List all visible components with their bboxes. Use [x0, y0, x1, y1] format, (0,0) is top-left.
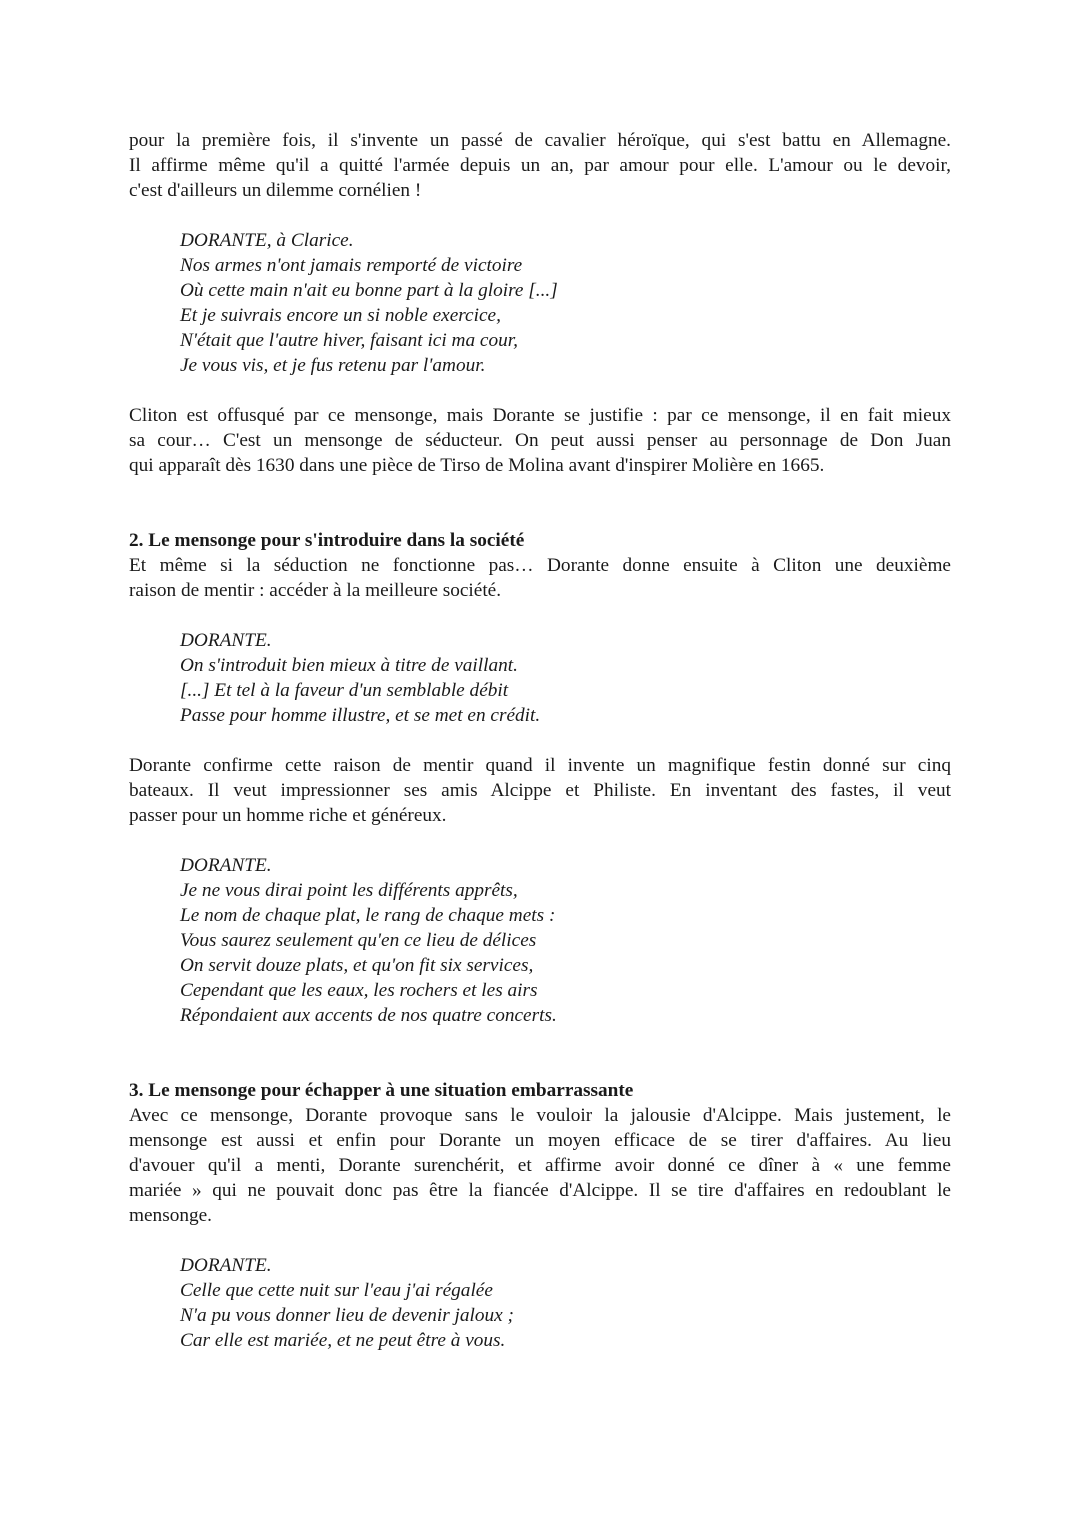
section-heading: 2. Le mensonge pour s'introduire dans la société — [129, 530, 525, 551]
verse-line: Passe pour homme illustre, et se met en crédit. — [180, 705, 541, 726]
verse-quote — [129, 228, 951, 378]
verse-quote — [129, 853, 951, 1028]
document-body — [129, 128, 951, 1353]
paragraph — [129, 403, 951, 478]
speaker-line: DORANTE, à Clarice. — [180, 230, 354, 251]
text-line: passer pour un homme riche et généreux. — [129, 805, 447, 826]
text-line: sa cour… C'est un mensonge de séducteur. On peut aussi penser au personnage de Don Juan — [129, 430, 951, 451]
verse-line: Et je suivrais encore un si noble exercice, — [180, 305, 501, 326]
text-line: raison de mentir : accéder à la meilleure société. — [129, 580, 502, 601]
section-heading: 3. Le mensonge pour échapper à une situation embarrassante — [129, 1080, 634, 1101]
text-line: Dorante confirme cette raison de mentir quand il invente un magnifique festin donné sur cinq — [129, 755, 951, 776]
text-line: Et même si la séduction ne fonctionne pas… Dorante donne ensuite à Cliton une deuxième — [129, 555, 951, 576]
verse-line: Celle que cette nuit sur l'eau j'ai régalée — [180, 1280, 493, 1301]
verse-line: Cependant que les eaux, les rochers et les airs — [180, 980, 538, 1001]
text-line: bateaux. Il veut impressionner ses amis Alcippe et Philiste. En inventant des fastes, il veut — [129, 780, 951, 801]
text-line: mensonge est aussi et enfin pour Dorante un moyen efficace de se tirer d'affaires. Au lieu — [129, 1130, 951, 1151]
paragraph — [129, 553, 951, 603]
verse-line: N'était que l'autre hiver, faisant ici ma cour, — [180, 330, 518, 351]
speaker-line: DORANTE. — [180, 630, 272, 651]
verse-line: Nos armes n'ont jamais remporté de victoire — [180, 255, 523, 276]
paragraph — [129, 1103, 951, 1228]
verse-quote — [129, 628, 951, 728]
text-line: Avec ce mensonge, Dorante provoque sans le vouloir la jalousie d'Alcippe. Mais justement, le — [129, 1105, 951, 1126]
speaker-line: DORANTE. — [180, 855, 272, 876]
verse-quote — [129, 1253, 951, 1353]
verse-line: N'a pu vous donner lieu de devenir jaloux ; — [180, 1305, 514, 1326]
verse-line: Vous saurez seulement qu'en ce lieu de délices — [180, 930, 537, 951]
text-line: pour la première fois, il s'invente un passé de cavalier héroïque, qui s'est battu en Allemagne. — [129, 130, 951, 151]
verse-line: Car elle est mariée, et ne peut être à vous. — [180, 1330, 506, 1351]
verse-line: Le nom de chaque plat, le rang de chaque mets : — [180, 905, 556, 926]
verse-line: Je ne vous dirai point les différents apprêts, — [180, 880, 518, 901]
paragraph — [129, 128, 951, 203]
verse-line: On servit douze plats, et qu'on fit six services, — [180, 955, 534, 976]
text-line: mariée » qui ne pouvait donc pas être la fiancée d'Alcippe. Il se tire d'affaires en redoublant le — [129, 1180, 951, 1201]
verse-line: Répondaient aux accents de nos quatre concerts. — [180, 1005, 557, 1026]
verse-line: On s'introduit bien mieux à titre de vaillant. — [180, 655, 518, 676]
text-line: c'est d'ailleurs un dilemme cornélien ! — [129, 180, 422, 201]
paragraph — [129, 753, 951, 828]
text-line: qui apparaît dès 1630 dans une pièce de Tirso de Molina avant d'inspirer Molière en 1665. — [129, 455, 825, 476]
text-line: mensonge. — [129, 1205, 212, 1226]
text-line: Il affirme même qu'il a quitté l'armée depuis un an, par amour pour elle. L'amour ou le devoir, — [129, 155, 951, 176]
text-line: Cliton est offusqué par ce mensonge, mais Dorante se justifie : par ce mensonge, il en fait mieux — [129, 405, 951, 426]
verse-line: Où cette main n'ait eu bonne part à la gloire [...] — [180, 280, 558, 301]
speaker-line: DORANTE. — [180, 1255, 272, 1276]
verse-line: [...] Et tel à la faveur d'un semblable débit — [180, 680, 509, 701]
text-line: d'avouer qu'il a menti, Dorante surenchérit, et affirme avoir donné ce dîner à « une femme — [129, 1155, 951, 1176]
verse-line: Je vous vis, et je fus retenu par l'amour. — [180, 355, 486, 376]
